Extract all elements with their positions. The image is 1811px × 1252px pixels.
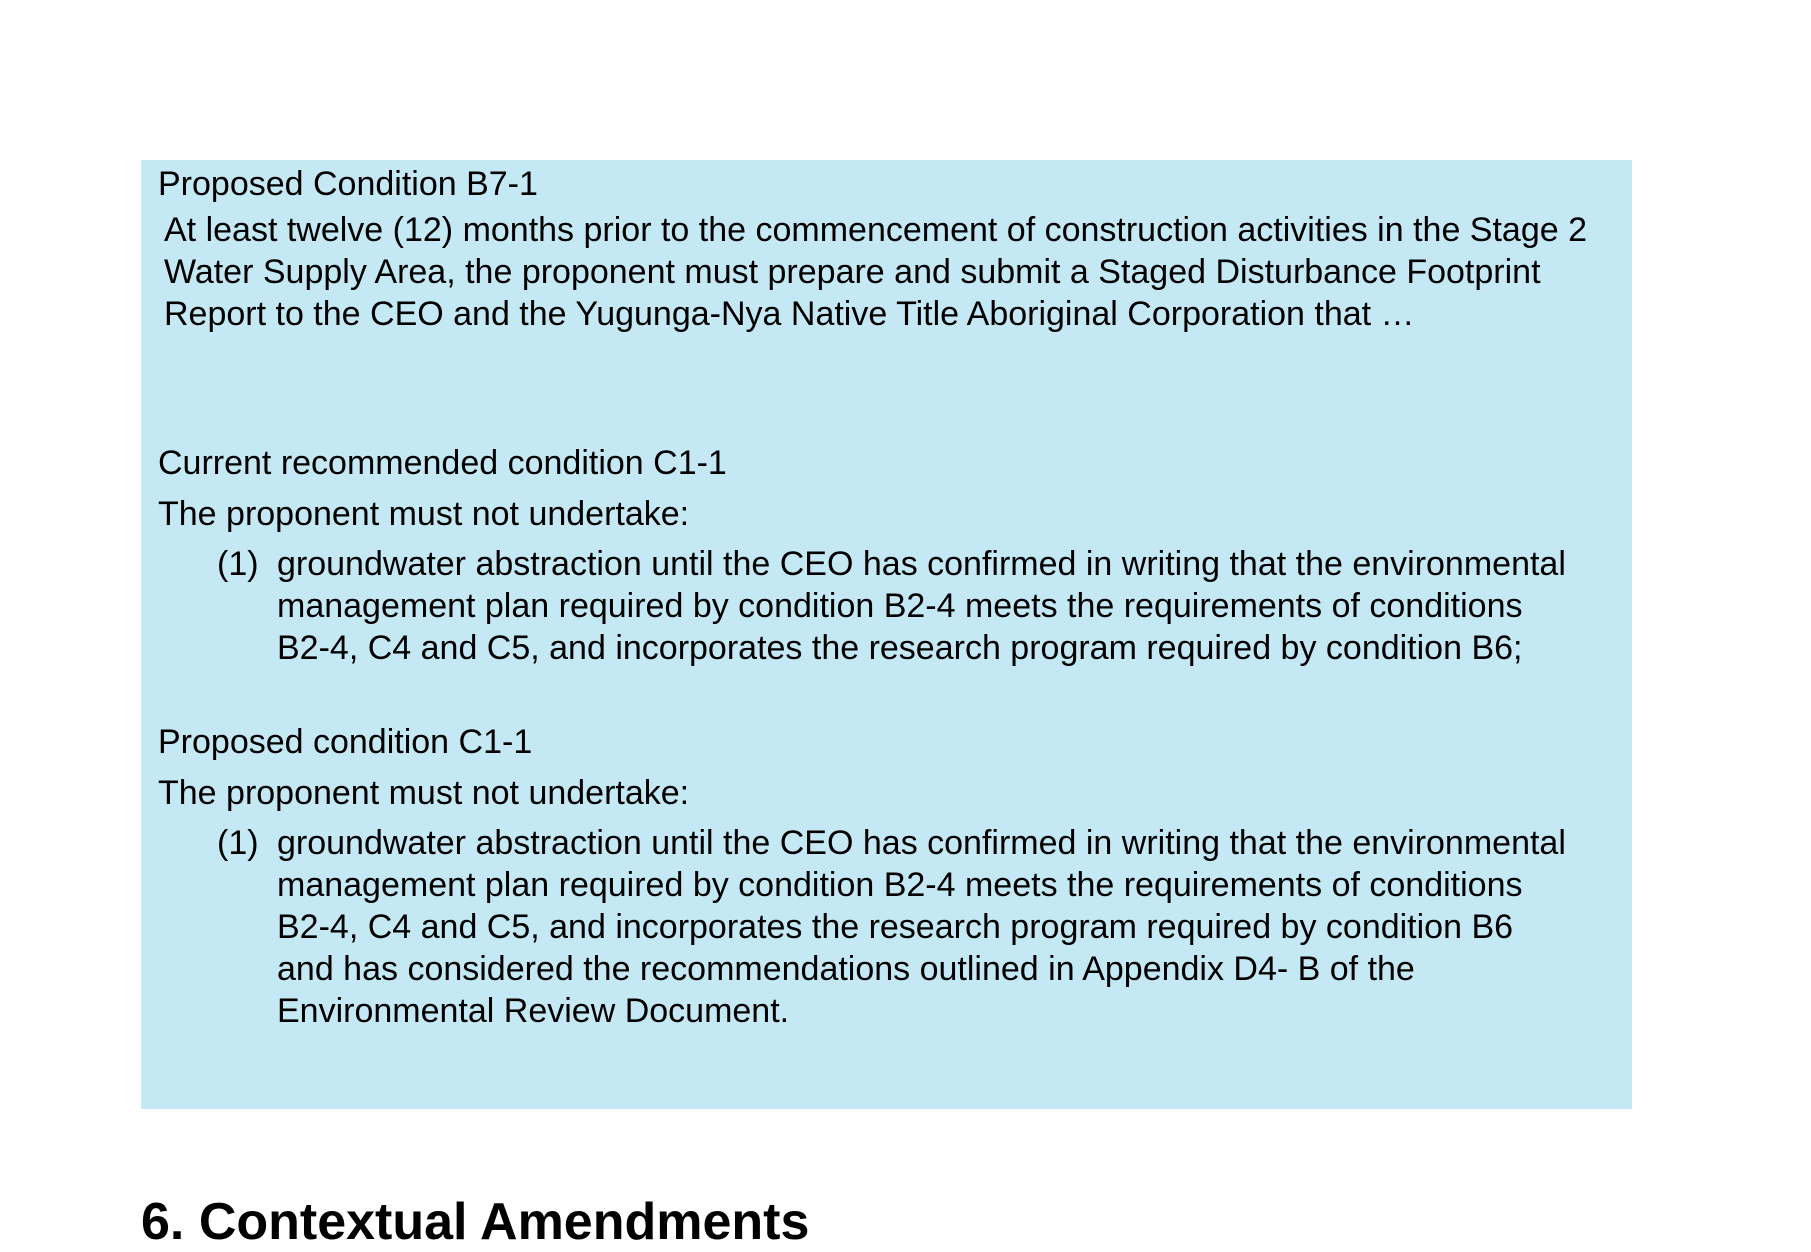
conditions-box [141, 160, 1632, 1109]
current-c1-heading: Current recommended condition C1-1 [158, 444, 727, 482]
current-c1-item-number: (1) [217, 545, 259, 583]
proposed-c1-item-number: (1) [217, 824, 259, 862]
proposed-b7-heading: Proposed Condition B7-1 [158, 165, 538, 203]
current-c1-intro: The proponent must not undertake: [158, 495, 690, 533]
proposed-c1-heading: Proposed condition C1-1 [158, 723, 533, 761]
proposed-c1-item-text: groundwater abstraction until the CEO has confirmed in writing that the environmental management plan required by condition B2-4 meets the requirements of conditions B2-4, C4 and C5, and incorporates the research program required by condition B6 and has considered the recommendations outlined in Appendix D4- B of the Environmental Review Document. [277, 824, 1566, 1030]
proposed-c1-intro: The proponent must not undertake: [158, 774, 690, 812]
proposed-b7-text: At least twelve (12) months prior to the commencement of construction activities in the Stage 2 Water Supply Area, the proponent must prepare and submit a Staged Disturbance Footprint Report to the CEO and the Yugunga-Nya Native Title Aboriginal Corporation that … [164, 211, 1588, 333]
current-c1-list-item [217, 543, 1577, 669]
next-section-heading: 6. Contextual Amendments [141, 1193, 810, 1251]
current-c1-item-text: groundwater abstraction until the CEO has confirmed in writing that the environmental management plan required by condition B2-4 meets the requirements of conditions B2-4, C4 and C5, and incorporates the research program required by condition B6; [277, 545, 1566, 667]
proposed-c1-list-item [217, 822, 1577, 1032]
